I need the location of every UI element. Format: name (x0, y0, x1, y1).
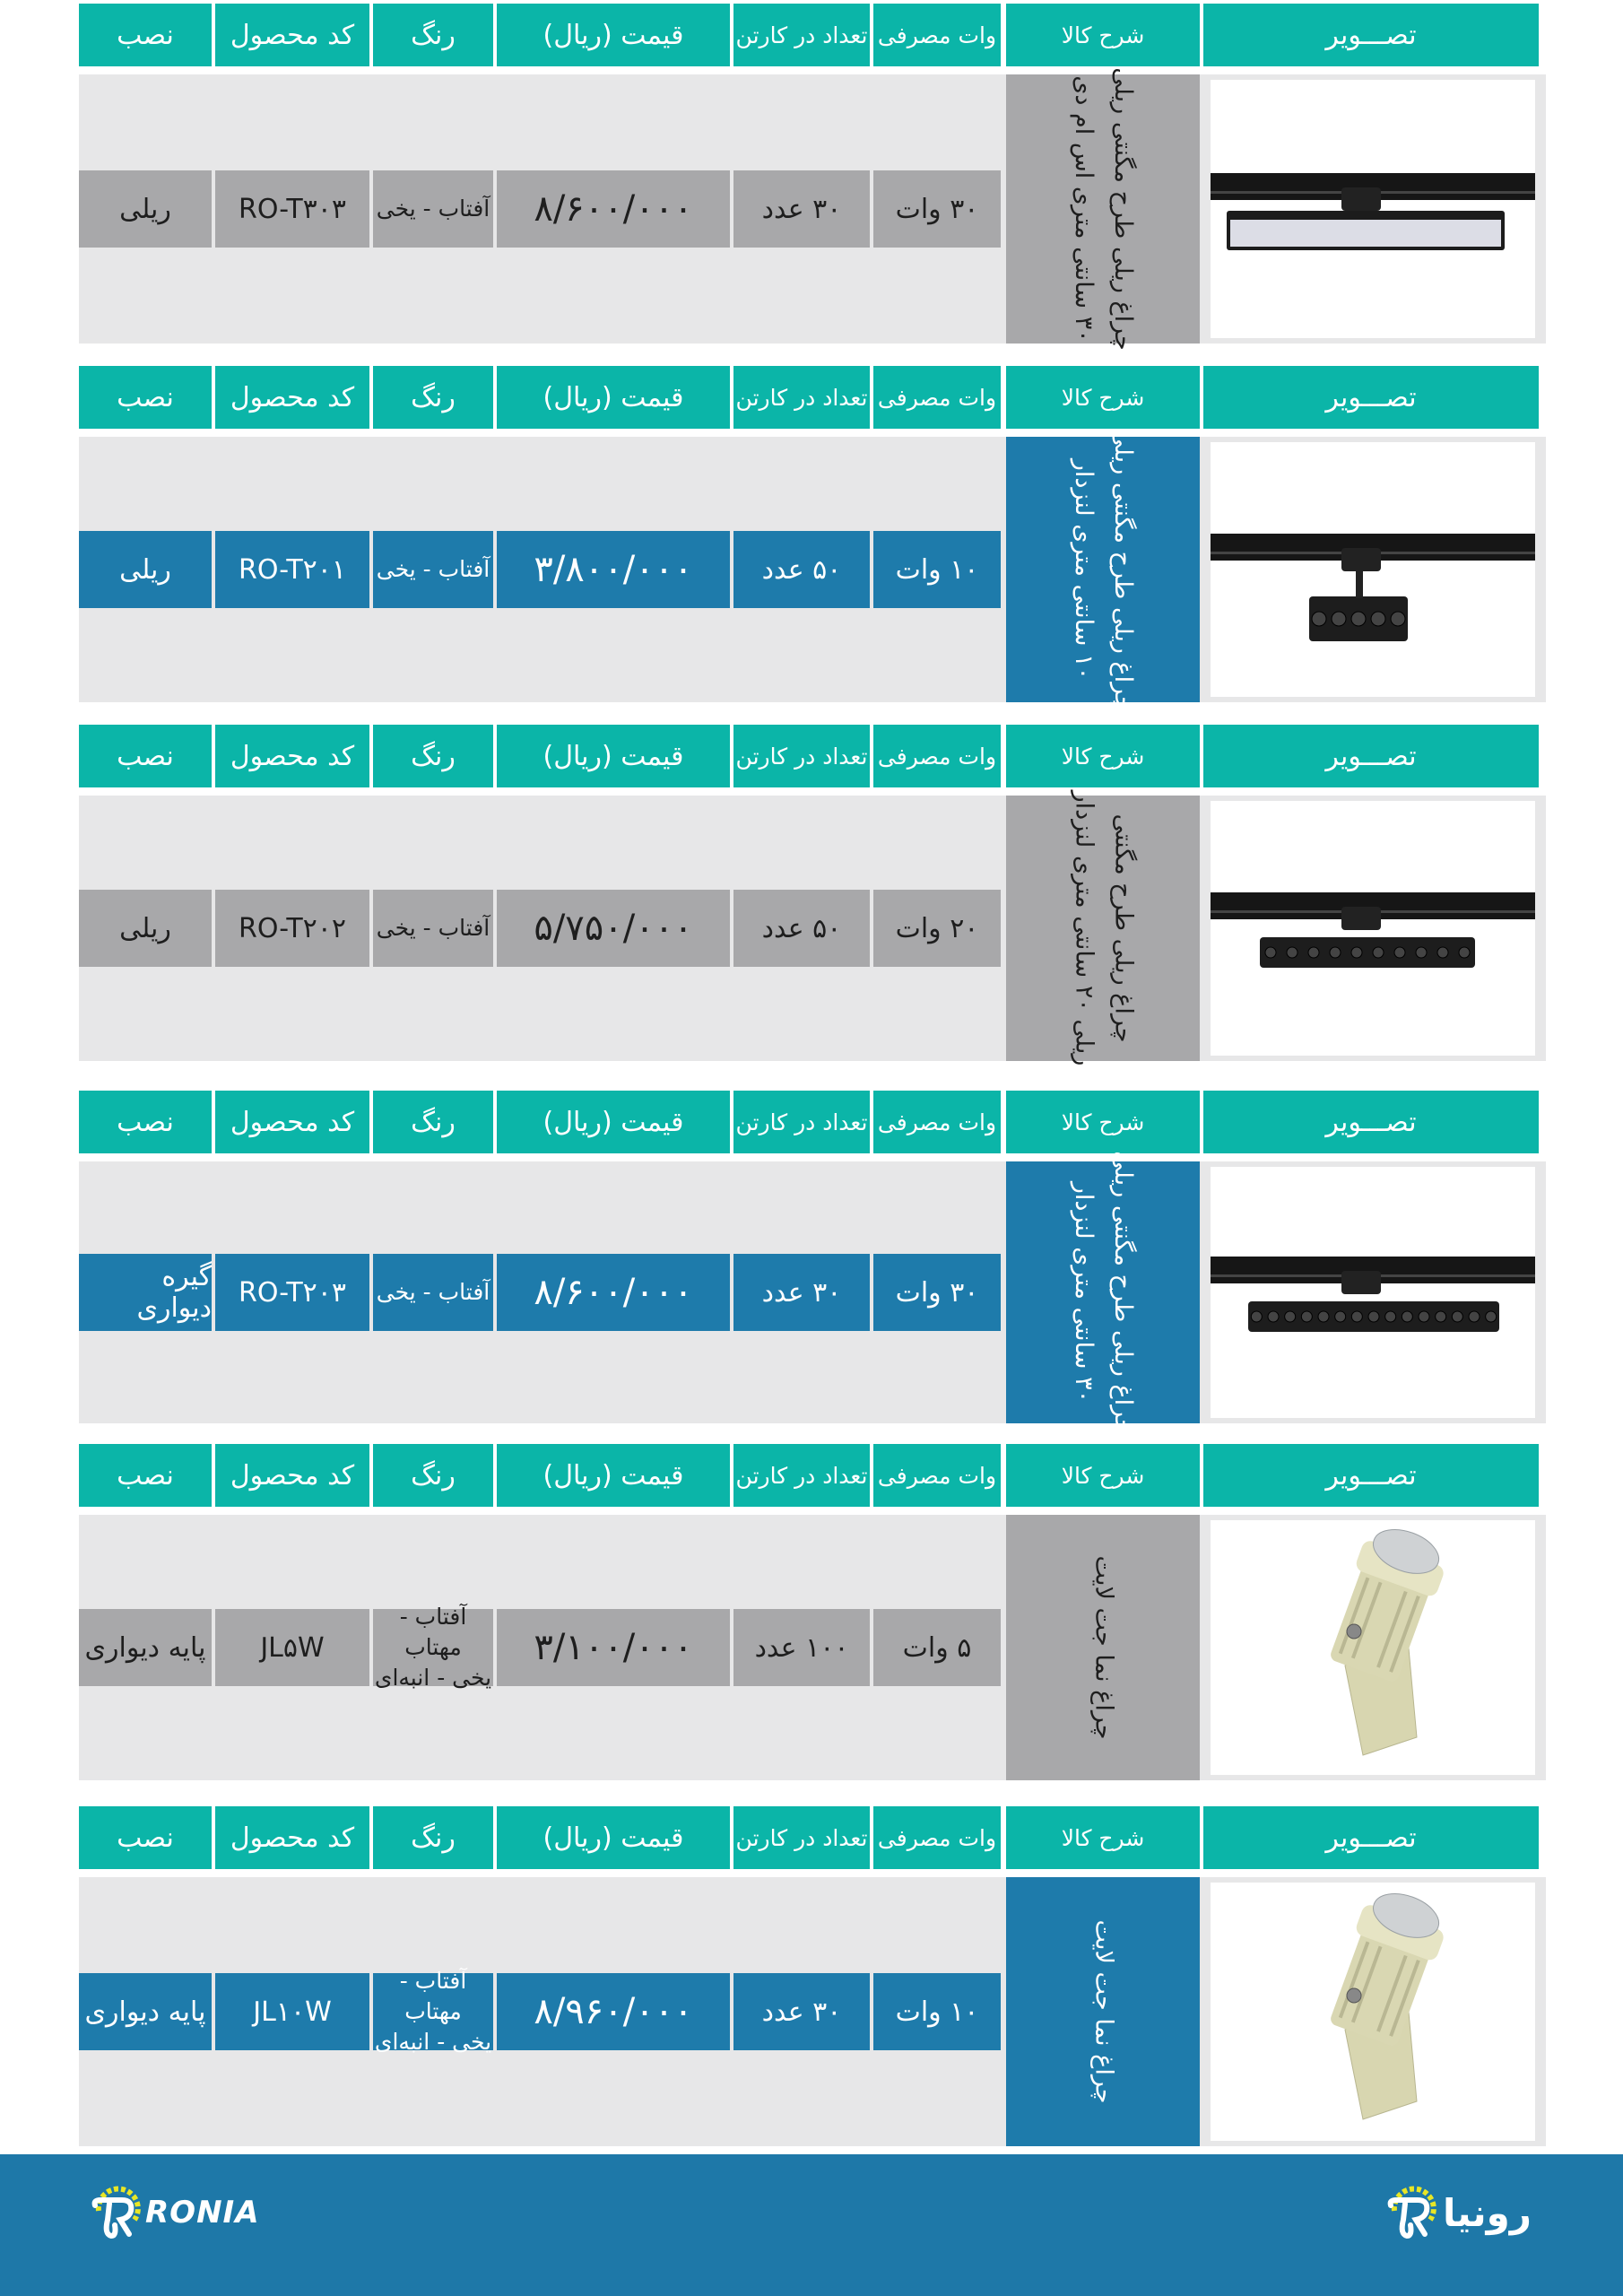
ronia-latin-logo (90, 2181, 260, 2244)
header-description: شرح کالا (1006, 1806, 1200, 1869)
product-image (1211, 1883, 1535, 2141)
product-image (1211, 1167, 1535, 1418)
product-code-cell-text: RO-T۳۰۳ (238, 193, 347, 225)
track-light-icon (1211, 801, 1535, 1056)
r-bulb-logo-icon (1385, 2184, 1439, 2241)
installation-cell-text: ریلی (119, 912, 171, 944)
header-wattage: وات مصرفی (873, 1091, 1001, 1153)
product-code-cell (215, 170, 369, 248)
product-block (79, 725, 1546, 1066)
product-code-cell-text: RO-T۲۰۳ (238, 1276, 347, 1309)
product-block (79, 4, 1546, 351)
carton-qty-cell-text: ۱۰۰ عدد (754, 1631, 849, 1664)
price-cell (497, 531, 730, 608)
product-image (1211, 80, 1535, 338)
header-description: شرح کالا (1006, 4, 1200, 66)
header-color: رنگ (373, 725, 493, 787)
header-carton-qty: تعداد در کارتن (733, 4, 870, 66)
header-description: شرح کالا (1006, 366, 1200, 429)
description-line-1: چراغ ریلی طرح مگنتی ریلی (1109, 67, 1138, 351)
wattage-cell-text: ۳۰ وات (895, 1276, 979, 1309)
ronia-persian-logo (1385, 2181, 1532, 2244)
header-color: رنگ (373, 1806, 493, 1869)
installation-cell (79, 531, 212, 608)
color-cell (373, 1604, 493, 1691)
header-installation: نصب (79, 725, 212, 787)
wattage-cell-text: ۳۰ وات (895, 193, 979, 225)
product-block (79, 1806, 1546, 2146)
color-line-1: آفتاب - یخی (376, 915, 490, 941)
price-cell-text: ۳/۸۰۰/۰۰۰ (534, 549, 693, 590)
product-code-cell (215, 1254, 369, 1331)
color-line-2: یخی - انبه‌ای (374, 1665, 492, 1691)
header-description: شرح کالا (1006, 725, 1200, 787)
header-price: قیمت (ریال) (497, 1806, 730, 1869)
installation-cell-text: ریلی (119, 553, 171, 586)
logo-right-text: رونیا (1443, 2190, 1532, 2235)
product-image (1211, 442, 1535, 697)
header-installation: نصب (79, 366, 212, 429)
wattage-cell (873, 1973, 1001, 2050)
product-body (79, 1515, 1546, 1780)
header-carton-qty: تعداد در کارتن (733, 366, 870, 429)
header-image: تصـــویر (1203, 366, 1539, 429)
header-installation: نصب (79, 1806, 212, 1869)
product-code-cell (215, 1973, 369, 2050)
color-cell (373, 1254, 493, 1331)
track-light-icon (1211, 80, 1535, 338)
wattage-cell-text: ۱۰ وات (895, 553, 979, 586)
header-product-code: کد محصول (215, 1806, 369, 1869)
carton-qty-cell (733, 1254, 870, 1331)
header-carton-qty: تعداد در کارتن (733, 1091, 870, 1153)
color-line-2: یخی - انبه‌ای (374, 2029, 492, 2055)
header-price: قیمت (ریال) (497, 1091, 730, 1153)
color-line-1: آفتاب - مهتاب (399, 1604, 467, 1660)
jet-light-icon (1211, 1883, 1535, 2141)
color-line-1: آفتاب - یخی (376, 556, 490, 582)
color-cell (373, 890, 493, 967)
installation-cell-text: پایه دیواری (84, 1631, 206, 1664)
price-cell-text: ۳/۱۰۰/۰۰۰ (534, 1627, 693, 1668)
installation-cell (79, 170, 212, 248)
installation-cell (79, 890, 212, 967)
wattage-cell (873, 1254, 1001, 1331)
price-cell (497, 1609, 730, 1686)
header-product-code: کد محصول (215, 4, 369, 66)
carton-qty-cell-text: ۵۰ عدد (761, 912, 842, 944)
carton-qty-cell-text: ۳۰ عدد (761, 1996, 842, 2028)
carton-qty-cell (733, 1609, 870, 1686)
header-price: قیمت (ریال) (497, 4, 730, 66)
header-description: شرح کالا (1006, 1091, 1200, 1153)
description-line-2: ریلی ۲۰ سانتی متری لنزدار (1070, 790, 1098, 1066)
product-description (1006, 1515, 1200, 1780)
header-wattage: وات مصرفی (873, 366, 1001, 429)
jet-light-icon (1211, 1520, 1535, 1775)
description-line-1: چراغ ریلی طرح مگنتی ریلی (1109, 1151, 1138, 1434)
price-cell-text: ۸/۶۰۰/۰۰۰ (534, 1272, 693, 1313)
wattage-cell-text: ۱۰ وات (895, 1996, 979, 2028)
product-code-cell (215, 1609, 369, 1686)
carton-qty-cell (733, 531, 870, 608)
product-description (1006, 428, 1200, 711)
product-code-cell-text: JL۱۰W (253, 1996, 332, 2028)
installation-cell (79, 1973, 212, 2050)
header-price: قیمت (ریال) (497, 725, 730, 787)
header-carton-qty: تعداد در کارتن (733, 1806, 870, 1869)
price-cell-text: ۸/۹۶۰/۰۰۰ (534, 1991, 693, 2032)
header-color: رنگ (373, 1444, 493, 1507)
price-cell (497, 1254, 730, 1331)
product-block (79, 1444, 1546, 1780)
header-wattage: وات مصرفی (873, 4, 1001, 66)
wattage-cell-text: ۵ وات (902, 1631, 972, 1664)
price-cell (497, 890, 730, 967)
product-body (79, 428, 1546, 711)
carton-qty-cell-text: ۵۰ عدد (761, 553, 842, 586)
header-installation: نصب (79, 1444, 212, 1507)
footer-bar (0, 2154, 1623, 2296)
logo-left-text: RONIA (145, 2195, 260, 2231)
wattage-cell-text: ۲۰ وات (895, 912, 979, 944)
color-line-1: آفتاب - مهتاب (399, 1968, 467, 2024)
header-carton-qty: تعداد در کارتن (733, 725, 870, 787)
header-image: تصـــویر (1203, 1806, 1539, 1869)
color-cell (373, 170, 493, 248)
carton-qty-cell (733, 170, 870, 248)
wattage-cell (873, 170, 1001, 248)
header-installation: نصب (79, 4, 212, 66)
header-product-code: کد محصول (215, 366, 369, 429)
product-code-cell-text: RO-T۲۰۱ (238, 553, 347, 586)
header-product-code: کد محصول (215, 1091, 369, 1153)
header-carton-qty: تعداد در کارتن (733, 1444, 870, 1507)
installation-cell-text: ریلی (119, 193, 171, 225)
wattage-cell (873, 890, 1001, 967)
header-wattage: وات مصرفی (873, 1806, 1001, 1869)
header-wattage: وات مصرفی (873, 1444, 1001, 1507)
price-cell-text: ۵/۷۵۰/۰۰۰ (534, 908, 693, 949)
carton-qty-cell (733, 1973, 870, 2050)
product-body (79, 1877, 1546, 2146)
price-cell (497, 170, 730, 248)
header-image: تصـــویر (1203, 1091, 1539, 1153)
header-color: رنگ (373, 4, 493, 66)
description-line-2: ۳۰ سانتی متری اس ام دی (1070, 75, 1098, 343)
color-line-1: آفتاب - یخی (376, 1279, 490, 1305)
header-image: تصـــویر (1203, 725, 1539, 787)
header-color: رنگ (373, 366, 493, 429)
description-line-1: چراغ نما جت لایت (1089, 1555, 1117, 1740)
installation-cell (79, 1609, 212, 1686)
price-cell (497, 1973, 730, 2050)
color-cell (373, 1968, 493, 2055)
product-description (1006, 67, 1200, 351)
description-line-2: ۳۰ سانتی متری لنزدار (1070, 1181, 1098, 1404)
installation-cell-text: گیره دیواری (136, 1261, 212, 1324)
header-image: تصـــویر (1203, 1444, 1539, 1507)
header-price: قیمت (ریال) (497, 1444, 730, 1507)
product-description (1006, 790, 1200, 1066)
product-image (1211, 1520, 1535, 1775)
product-body (79, 1151, 1546, 1434)
header-product-code: کد محصول (215, 1444, 369, 1507)
track-light-icon (1211, 442, 1535, 697)
carton-qty-cell-text: ۳۰ عدد (761, 1276, 842, 1309)
header-price: قیمت (ریال) (497, 366, 730, 429)
r-bulb-logo-icon (90, 2184, 143, 2241)
product-body (79, 67, 1546, 351)
header-image: تصـــویر (1203, 4, 1539, 66)
carton-qty-cell (733, 890, 870, 967)
product-block (79, 366, 1546, 711)
product-image (1211, 801, 1535, 1056)
description-line-1: چراغ ریلی طرح مگنتی (1109, 813, 1138, 1043)
wattage-cell (873, 1609, 1001, 1686)
product-code-cell (215, 531, 369, 608)
carton-qty-cell-text: ۳۰ عدد (761, 193, 842, 225)
header-product-code: کد محصول (215, 725, 369, 787)
product-code-cell-text: RO-T۲۰۲ (238, 912, 347, 944)
description-line-1: چراغ نما جت لایت (1089, 1919, 1117, 2104)
header-color: رنگ (373, 1091, 493, 1153)
header-installation: نصب (79, 1091, 212, 1153)
installation-cell-text: پایه دیواری (84, 1996, 206, 2028)
header-wattage: وات مصرفی (873, 725, 1001, 787)
track-light-icon (1211, 1167, 1535, 1418)
installation-cell (79, 1254, 212, 1331)
wattage-cell (873, 531, 1001, 608)
color-cell (373, 531, 493, 608)
color-line-1: آفتاب - یخی (376, 196, 490, 222)
price-cell-text: ۸/۶۰۰/۰۰۰ (534, 188, 693, 230)
product-block (79, 1091, 1546, 1434)
product-code-cell (215, 890, 369, 967)
product-description (1006, 1151, 1200, 1434)
product-body (79, 790, 1546, 1066)
header-description: شرح کالا (1006, 1444, 1200, 1507)
description-line-2: ۱۰ سانتی متری لنزدار (1070, 458, 1098, 681)
product-code-cell-text: JL۵W (260, 1631, 325, 1664)
description-line-1: چراغ ریلی طرح مگنتی ریلی (1109, 428, 1138, 711)
product-description (1006, 1877, 1200, 2146)
